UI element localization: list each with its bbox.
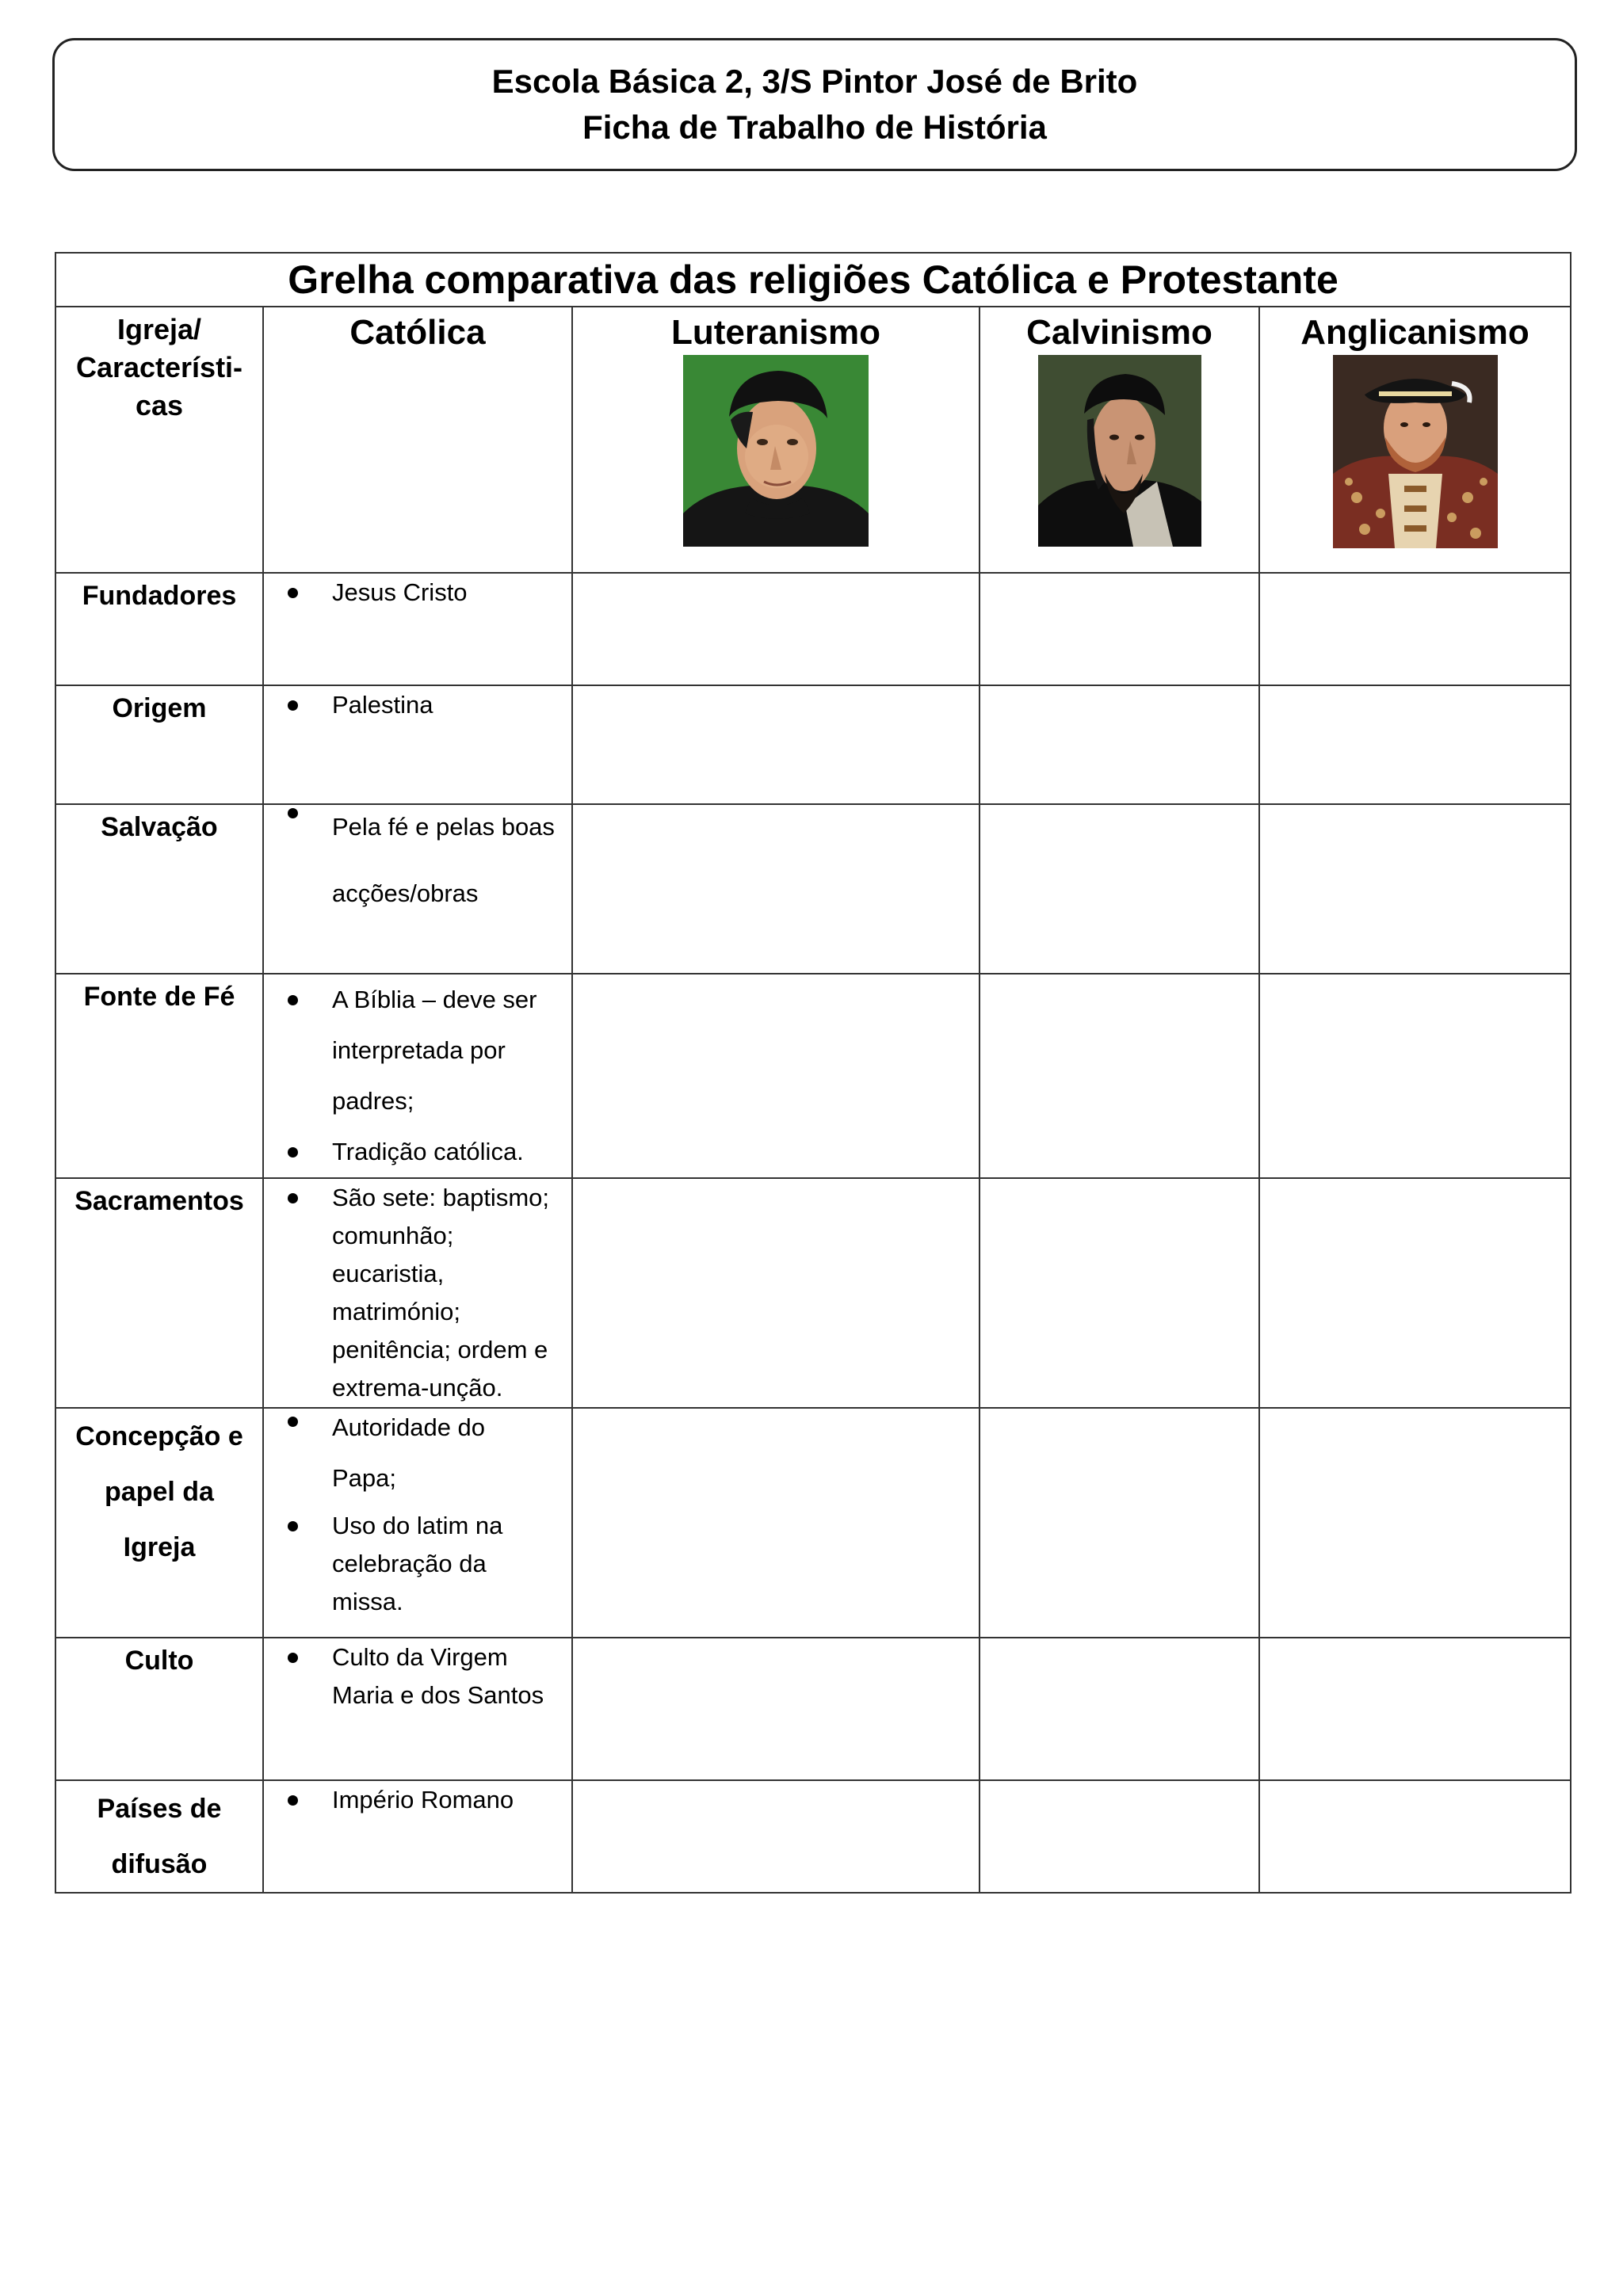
text-line: Papa; <box>332 1464 397 1492</box>
row-label <box>55 1638 263 1780</box>
row-label <box>55 1780 263 1893</box>
luteranismo-cell <box>572 804 980 974</box>
anglicanismo-cell <box>1259 573 1571 685</box>
corner-line: cas <box>135 389 184 421</box>
catolica-cell <box>263 685 572 804</box>
text-line: Pela fé e pelas boas <box>332 813 555 841</box>
column-label: Calvinismo <box>1026 313 1212 352</box>
corner-line: Igreja/ <box>116 313 202 345</box>
text-line: interpretada por <box>332 1036 506 1064</box>
luteranismo-cell <box>572 974 980 1178</box>
text-line: Culto da Virgem <box>332 1643 508 1671</box>
comparison-table <box>55 252 1571 1894</box>
catolica-cell <box>263 1408 572 1638</box>
catolica-cell <box>263 1638 572 1780</box>
text-line: missa. <box>332 1588 403 1615</box>
calvinismo-cell <box>980 1408 1259 1638</box>
row-label-line: Países de <box>97 1794 222 1824</box>
table-row <box>55 1638 1571 1780</box>
header-box <box>52 38 1577 171</box>
school-name: Escola Básica 2, 3/S Pintor José de Brito <box>491 63 1138 100</box>
row-label-line: Origem <box>112 693 207 723</box>
text-line: São sete: baptismo; <box>332 1184 549 1211</box>
list-item <box>332 1638 571 1714</box>
row-label <box>55 804 263 974</box>
text-line: eucaristia, <box>332 1260 445 1287</box>
anglicanismo-cell <box>1259 1638 1571 1780</box>
table-title: Grelha comparativa das religiões Católica e Protestante <box>55 253 1571 307</box>
calvinismo-cell <box>980 804 1259 974</box>
anglicanismo-cell <box>1259 1780 1571 1893</box>
row-label <box>55 1408 263 1638</box>
text-line: Tradição católica. <box>332 1138 524 1165</box>
row-label <box>55 573 263 685</box>
text-line: penitência; ordem e <box>332 1336 548 1363</box>
portrait-luther <box>683 355 869 547</box>
text-line: matrimónio; <box>332 1298 460 1325</box>
list-item <box>332 686 571 724</box>
row-label-line: Igreja <box>123 1532 196 1562</box>
anglicanismo-cell <box>1259 804 1571 974</box>
list-item <box>332 574 571 612</box>
calvinismo-cell <box>980 1178 1259 1408</box>
calvinismo-cell <box>980 974 1259 1178</box>
row-label-line: papel da <box>105 1477 214 1507</box>
anglicanismo-cell <box>1259 685 1571 804</box>
luteranismo-cell <box>572 573 980 685</box>
text-line: Império Romano <box>332 1786 514 1814</box>
text-line: extrema-unção. <box>332 1374 503 1402</box>
row-label-line: Culto <box>124 1646 194 1676</box>
row-label-line: Fundadores <box>82 581 237 611</box>
text-line: acções/obras <box>332 879 479 907</box>
list-item <box>332 794 571 927</box>
anglicanismo-cell <box>1259 1178 1571 1408</box>
text-line: comunhão; <box>332 1222 454 1249</box>
calvinismo-cell <box>980 1638 1259 1780</box>
row-label-line: Salvação <box>101 812 218 842</box>
row-label-line: Sacramentos <box>74 1186 244 1216</box>
text-line: padres; <box>332 1087 414 1115</box>
text-line: A Bíblia – deve ser <box>332 986 537 1013</box>
list-item <box>332 1179 571 1407</box>
luteranismo-cell <box>572 1638 980 1780</box>
catolica-cell <box>263 804 572 974</box>
table-row <box>55 685 1571 804</box>
corner-header <box>55 307 263 573</box>
column-label: Católica <box>349 313 486 352</box>
catolica-cell <box>263 1780 572 1893</box>
calvinismo-cell <box>980 685 1259 804</box>
column-header-luteranismo <box>572 307 980 573</box>
column-label: Anglicanismo <box>1300 313 1529 352</box>
column-header-anglicanismo <box>1259 307 1571 573</box>
list-item <box>332 1507 571 1621</box>
luteranismo-cell <box>572 685 980 804</box>
list-item <box>332 1402 571 1504</box>
list-item <box>332 974 571 1127</box>
portrait-calvin <box>1038 355 1201 547</box>
table-row <box>55 974 1571 1178</box>
portrait-henry-viii <box>1333 355 1498 548</box>
text-line: Palestina <box>332 691 433 719</box>
catolica-cell <box>263 974 572 1178</box>
catolica-cell <box>263 573 572 685</box>
table-row <box>55 573 1571 685</box>
calvinismo-cell <box>980 1780 1259 1893</box>
text-line: Autoridade do <box>332 1413 486 1441</box>
table-row <box>55 804 1571 974</box>
text-line: celebração da <box>332 1550 487 1577</box>
worksheet-title: Ficha de Trabalho de História <box>582 109 1047 146</box>
column-header-catolica <box>263 307 572 573</box>
anglicanismo-cell <box>1259 1408 1571 1638</box>
column-label: Luteranismo <box>670 313 881 352</box>
row-label-line: Concepção e <box>75 1421 243 1451</box>
text-line: Uso do latim na <box>332 1512 503 1539</box>
table-row <box>55 1408 1571 1638</box>
row-label <box>55 1178 263 1408</box>
corner-line: Característi- <box>75 351 243 383</box>
table-row <box>55 1178 1571 1408</box>
row-label-line: difusão <box>111 1849 208 1879</box>
row-label <box>55 974 263 1178</box>
list-item <box>332 1781 571 1819</box>
anglicanismo-cell <box>1259 974 1571 1178</box>
column-header-calvinismo <box>980 307 1259 573</box>
row-label-line: Fonte de Fé <box>83 982 235 1012</box>
text-line: Maria e dos Santos <box>332 1681 544 1709</box>
luteranismo-cell <box>572 1178 980 1408</box>
text-line: Jesus Cristo <box>332 578 468 606</box>
table-row <box>55 1780 1571 1893</box>
row-label <box>55 685 263 804</box>
list-item <box>332 1127 571 1177</box>
calvinismo-cell <box>980 573 1259 685</box>
luteranismo-cell <box>572 1408 980 1638</box>
catolica-cell <box>263 1178 572 1408</box>
luteranismo-cell <box>572 1780 980 1893</box>
